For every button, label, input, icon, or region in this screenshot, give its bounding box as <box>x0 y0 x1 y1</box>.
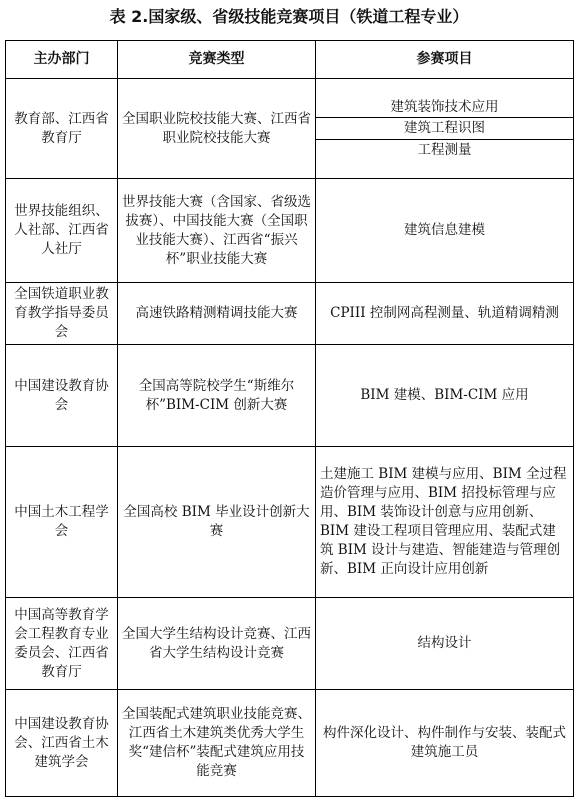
dept-cell: 世界技能组织、人社部、江西省人社厅 <box>6 179 118 283</box>
header-items: 参赛项目 <box>316 41 574 79</box>
table-row <box>6 179 574 283</box>
type-cell: 全国高等院校学生“斯维尔杯”BIM-CIM 创新大赛 <box>118 345 316 447</box>
table-caption: 表 2.国家级、省级技能竞赛项目（铁道工程专业） <box>109 7 469 26</box>
items-cell: BIM 建模、BIM-CIM 应用 <box>316 345 574 447</box>
table-header-row <box>6 41 574 79</box>
item-entry: 建筑装饰技术应用 <box>316 97 573 119</box>
items-cell: 结构设计 <box>316 598 574 690</box>
competition-table <box>5 40 574 797</box>
dept-cell: 全国铁道职业教育教学指导委员会 <box>6 283 118 345</box>
item-entry: 建筑工程识图 <box>316 118 573 140</box>
items-cell: 建筑信息建模 <box>316 179 574 283</box>
type-cell: 高速铁路精测精调技能大赛 <box>118 283 316 345</box>
header-dept: 主办部门 <box>6 41 118 79</box>
table-row <box>6 283 574 345</box>
type-cell: 全国装配式建筑职业技能竞赛、江西省土木建筑类优秀大学生奖“建信杯”装配式建筑应用技能竞赛 <box>118 690 316 797</box>
dept-cell: 中国土木工程学会 <box>6 447 118 598</box>
header-type: 竞赛类型 <box>118 41 316 79</box>
type-cell: 世界技能大赛（含国家、省级选拔赛）、中国技能大赛（全国职业技能大赛）、江西省“振兴杯”职业技能大赛 <box>118 179 316 283</box>
items-cell: 构件深化设计、构件制作与安装、装配式建筑施工员 <box>316 690 574 797</box>
items-cell: CPIII 控制网高程测量、轨道精调精测 <box>316 283 574 345</box>
table-row <box>6 690 574 797</box>
type-cell: 全国职业院校技能大赛、江西省职业院校技能大赛 <box>118 79 316 179</box>
type-cell: 全国高校 BIM 毕业设计创新大赛 <box>118 447 316 598</box>
table-row <box>6 345 574 447</box>
dept-cell: 中国建设教育协会 <box>6 345 118 447</box>
dept-cell: 中国高等教育学会工程教育专业委员会、江西省教育厅 <box>6 598 118 690</box>
type-cell: 全国大学生结构设计竞赛、江西省大学生结构设计竞赛 <box>118 598 316 690</box>
item-entry: 工程测量 <box>417 141 472 158</box>
dept-cell: 教育部、江西省教育厅 <box>6 79 118 179</box>
table-row <box>6 598 574 690</box>
items-cell <box>316 79 574 179</box>
table-row <box>6 447 574 598</box>
dept-cell: 中国建设教育协会、江西省土木建筑学会 <box>6 690 118 797</box>
table-row <box>6 79 574 179</box>
items-cell: 土建施工 BIM 建模与应用、BIM 全过程造价管理与应用、BIM 招投标管理与应用、BIM 装饰设计创意与应用创新、BIM 建设工程项目管理应用、装配式建筑 BIM 设计与建造、智能建造与管理创新、BIM 正向设计应用创新 <box>316 447 574 598</box>
